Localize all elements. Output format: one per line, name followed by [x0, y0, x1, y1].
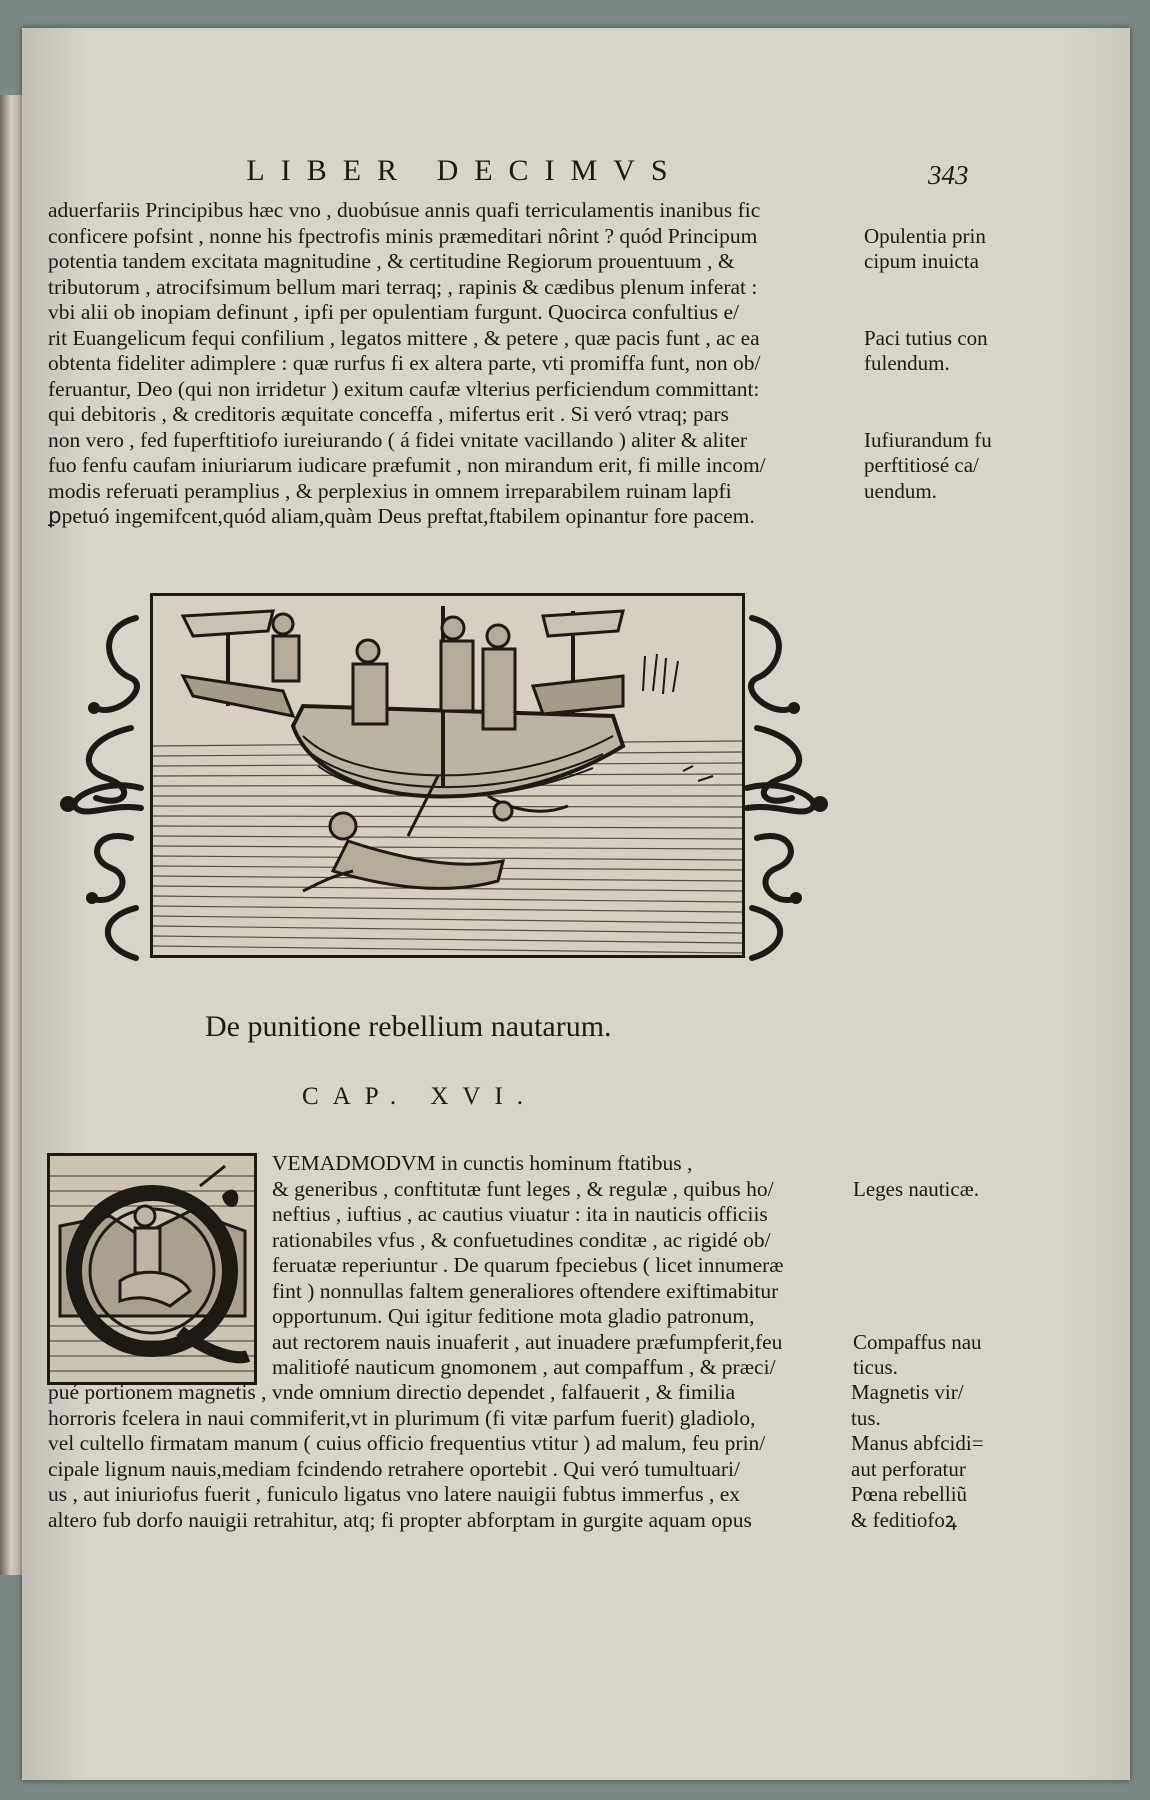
text-line: potentia tandem excitata magnitudine , & certitudine Regiorum prouentuum , &	[48, 249, 735, 273]
marginal-note	[864, 377, 1024, 403]
marginal-note: Compaffus nau	[853, 1329, 982, 1354]
marginal-note: Iufiurandum fu	[864, 427, 992, 452]
marginal-note	[853, 1202, 1013, 1228]
decorated-initial	[47, 1153, 257, 1385]
marginal-note: & feditiofoꝝ	[851, 1507, 958, 1532]
marginal-note: uendum.	[864, 478, 937, 503]
marginal-note: tus.	[851, 1405, 881, 1430]
marginal-note	[864, 198, 1024, 224]
marginal-note: Opulentia prin	[864, 223, 986, 248]
text-line: aut rectorem nauis inuaferit , aut inuadere præfumpferit,feu	[272, 1329, 783, 1354]
text-line: obtenta fideliter adimplere : quæ rurfus fi ex altera parte, vti promiffa funt, non ob/	[48, 351, 761, 375]
marginal-note: perftitiosé ca/	[864, 453, 979, 477]
text-line: neftius , iuftius , ac cautius viuatur : ita in nauticis officiis	[272, 1202, 768, 1226]
text-line: opportunum. Qui igitur feditione mota gladio patronum,	[272, 1304, 755, 1328]
marginal-note: Pœna rebelliũ	[851, 1482, 968, 1506]
marginal-note	[864, 275, 1024, 301]
body-paragraph-indented	[272, 1151, 862, 1381]
text-line: non vero , fed fuperftitiofo iureiurando ( á fidei vnitate vacillando ) aliter & aliter	[48, 427, 748, 452]
text-line: conficere pofsint , nonne his fpectrofis minis præmeditari nôrint ? quód Principum	[48, 223, 758, 248]
text-line: VEMADMODVM in cunctis hominum ftatibus ,	[272, 1151, 693, 1175]
text-line: tributorum , atrocifsimum bellum mari terraq; , rapinis & cædibus plenum inferat :	[48, 274, 758, 299]
chapter-heading: CAP. XVI.	[302, 1083, 538, 1110]
marginal-note: Leges nauticæ.	[853, 1176, 979, 1201]
text-line: rationabiles vfus , & confuetudines conditæ , ac rigidé ob/	[272, 1227, 771, 1252]
text-line: malitiofé nauticum gnomonem , aut compaffum , & præci/	[272, 1355, 776, 1379]
text-line: feruantur, Deo (qui non irridetur ) exitum caufæ vlterius perficiendum committant:	[48, 376, 760, 401]
text-line: fint ) nonnullas faltem generaliores oftendere exiftimabitur	[272, 1278, 779, 1303]
text-line: aduerfariis Principibus hæc vno , duobúsue annis quafi terriculamentis inanibus fic	[48, 198, 761, 222]
marginal-note	[853, 1253, 1013, 1279]
marginal-note	[864, 300, 1024, 326]
woodcut-illustration	[150, 593, 745, 958]
page-number: 343	[928, 160, 969, 190]
body-paragraph-full	[48, 1380, 858, 1533]
marginal-note	[864, 402, 1024, 428]
top-marginal-notes	[864, 198, 1024, 530]
page-header	[0, 126, 1150, 196]
text-line: modis referuati peramplius , & perplexius in omnem irreparabilem ruinam lapfi	[48, 478, 732, 503]
text-line: ꝑpetuó ingemifcent,quód aliam,quàm Deus preftat,ftabilem opinantur fore pacem.	[48, 504, 755, 528]
right-ornament-icon	[740, 608, 832, 968]
text-line: & generibus , conftitutæ funt leges , & regulæ , quibus ho/	[272, 1176, 774, 1201]
text-line: altero fub dorfo nauigii retrahitur, atq; fi propter abforptam in gurgite aquam opus	[48, 1507, 752, 1532]
text-line: rit Euangelicum fequi confilium , legatos mittere , & petere , quæ pacis funt , ac ea	[48, 325, 760, 350]
body-marginal-notes-upper	[853, 1151, 1013, 1381]
initial-q-icon	[50, 1156, 254, 1382]
text-line: feruatæ reperiuntur . De quarum fpeciebus ( licet innumeræ	[272, 1253, 784, 1277]
text-line: pué portionem magnetis , vnde omnium directio dependet , falfauerit , & fimilia	[48, 1380, 736, 1404]
marginal-note: Paci tutius con	[864, 325, 988, 350]
text-line: fuo fenfu caufam iniuriarum iudicare præfumit , non mirandum erit, fi mille incom/	[48, 453, 766, 477]
marginal-note: ticus.	[853, 1355, 898, 1379]
marginal-note	[864, 504, 1024, 530]
text-line: us , aut iniuriofus fuerit , funiculo ligatus vno latere nauigii fubtus immerfus , ex	[48, 1482, 741, 1506]
text-line: cipale lignum nauis,mediam fcindendo retrahere oportebit . Qui veró tumultuari/	[48, 1456, 740, 1481]
body-marginal-notes-lower	[851, 1380, 1011, 1533]
marginal-note	[853, 1279, 1013, 1305]
left-ornament-icon	[56, 608, 148, 968]
marginal-note: fulendum.	[864, 351, 950, 375]
text-line: vel cultello firmatam manum ( cuius officio frequentius vtitur ) ad malum, feu prin/	[48, 1431, 766, 1455]
marginal-note: Manus abfcidi=	[851, 1431, 984, 1455]
text-line: horroris fcelera in naui commiferit,vt in plurimum (fi vitæ parfum fuerit) gladiolo,	[48, 1405, 756, 1430]
text-line: qui debitoris , & creditoris æquitate conceffa , mifertus erit . Si veró vtraq; pars	[48, 402, 729, 426]
marginal-note	[853, 1304, 1013, 1330]
marginal-note: aut perforatur	[851, 1456, 966, 1481]
marginal-note	[853, 1228, 1013, 1254]
running-head: LIBER DECIMVS	[246, 154, 684, 187]
marginal-note: Magnetis vir/	[851, 1380, 964, 1404]
marginal-note	[853, 1151, 1013, 1177]
ship-scene-icon	[153, 596, 742, 955]
top-paragraph	[48, 198, 858, 530]
illustration-caption: De punitione rebellium nautarum.	[205, 1010, 612, 1043]
marginal-note: cipum inuicta	[864, 249, 979, 273]
text-line: vbi alii ob inopiam definunt , ipfi per opulentiam furgunt. Quocirca confultius e/	[48, 300, 740, 324]
